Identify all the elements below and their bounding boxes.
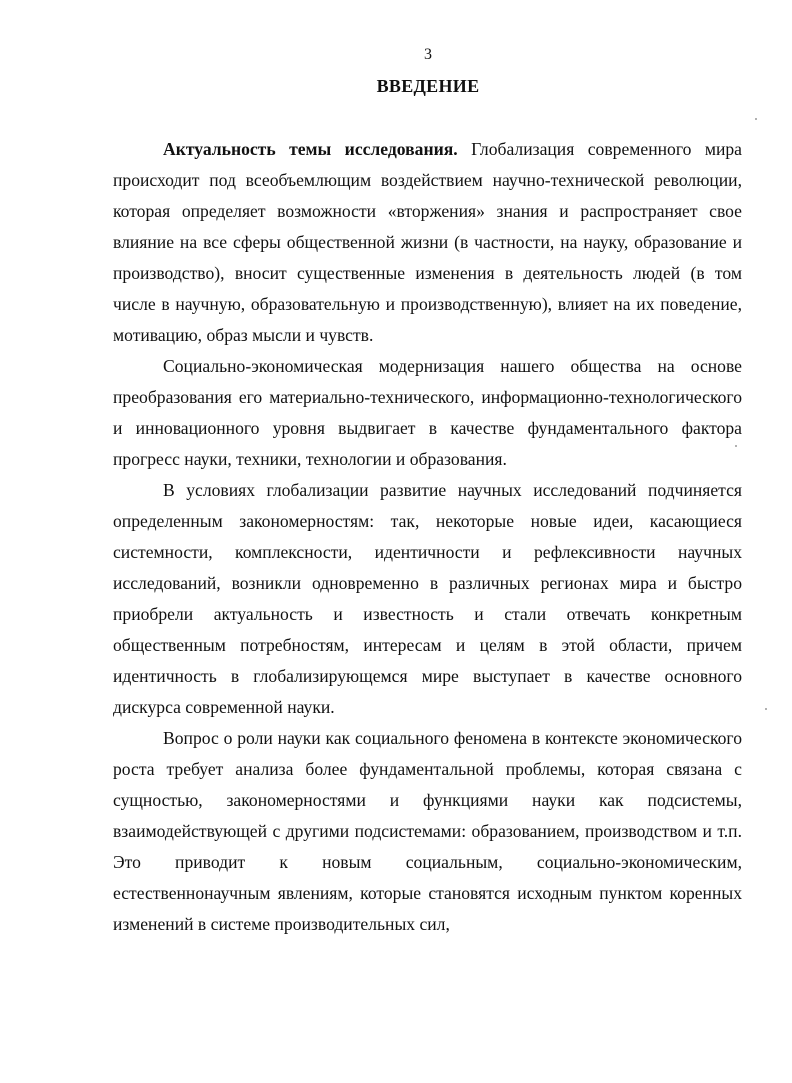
section-title: ВВЕДЕНИЕ	[376, 76, 480, 96]
paragraph-globalization: В условиях глобализации развитие научных исследований подчиняется определенным закономерностям: так, некоторые новые идеи, касающиеся системности, комплексности, идентичности и рефлексивности научных исследований, возникли одновременно в различных регионах мира и быстро приобрели актуальность и известность и стали отвечать конкретным общественным потребностям, интересам и целям в этой области, причем идентичность в глобализирующемся мире выступает в качестве основного дискурса современной науки.	[113, 480, 742, 717]
paragraph-text: Глобализация современного мира происходит под всеобъемлющим воздействием научно-технической революции, которая определяет возможности «вторжения» знания и распространяет свое влияние на все сферы общественной жизни (в частности, на науку, образование и производство), вносит существенные изменения в деятельность людей (в том числе в научную, образовательную и производственную), влияет на их поведение, мотивацию, образ мысли и чувств.	[113, 139, 742, 345]
scan-speck	[765, 708, 767, 710]
scan-speck	[755, 118, 757, 120]
body-text	[113, 134, 742, 940]
page-number: 3	[424, 46, 432, 63]
paragraph-modernization: Социально-экономическая модернизация нашего общества на основе преобразования его материально-технического, информационно-технологического и инновационного уровня выдвигает в качестве фундаментального фактора прогресс науки, техники, технологии и образования.	[113, 356, 742, 469]
paragraph-science-role: Вопрос о роли науки как социального феномена в контексте экономического роста требует анализа более фундаментальной проблемы, которая связана с сущностью, закономерностями и функциями науки как подсистемы, взаимодействующей с другими подсистемами: образованием, производством и т.п. Это приводит к новым социальным, социально-экономическим, естественнонаучным явлениям, которые становятся исходным пунктом коренных изменений в системе производительных сил,	[113, 728, 742, 934]
scan-speck	[735, 445, 737, 447]
paragraph-lead: Актуальность темы исследования.	[163, 139, 458, 159]
paragraph-relevance	[113, 134, 742, 351]
